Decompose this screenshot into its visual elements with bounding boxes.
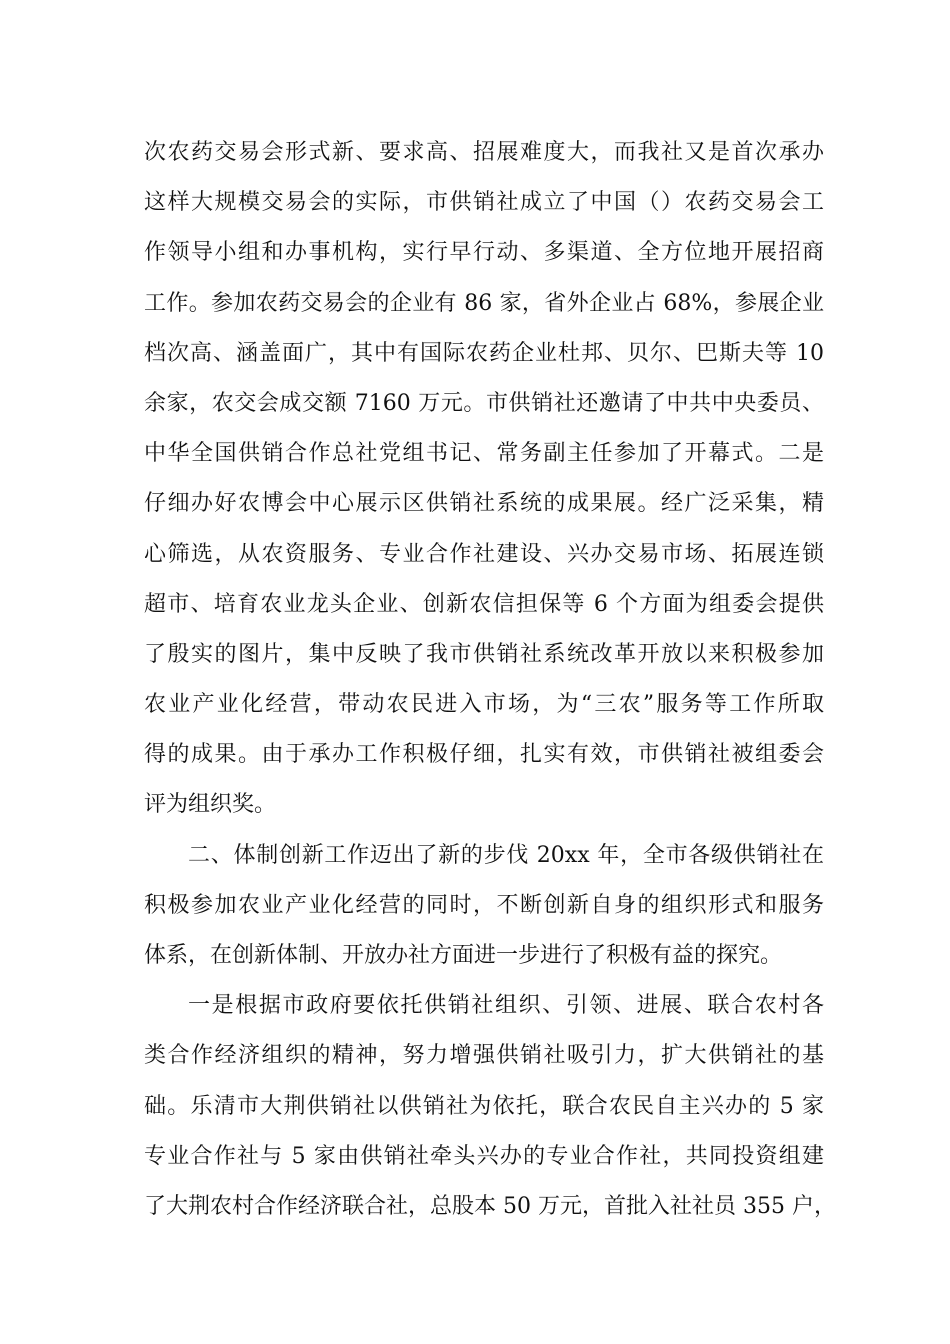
text-line: 得的成果。由于承办工作积极仔细，扎实有效，市供销社被组委会	[144, 742, 824, 768]
paragraph-1	[144, 128, 824, 831]
text-line: 次农药交易会形式新、要求高、招展难度大，而我社又是首次承办	[144, 140, 824, 165]
text-line: 工作。参加农药交易会的企业有 86 家，省外企业占 68%，参展企业	[144, 290, 824, 316]
paragraph-2	[144, 831, 824, 982]
text-line: 一是根据市政府要依托供销社组织、引领、进展、联合农村各	[188, 993, 824, 1019]
body-text	[144, 128, 836, 1232]
text-line: 体系，在创新体制、开放办社方面进一步进行了积极有益的探究。	[144, 943, 783, 968]
text-line: 心筛选，从农资服务、专业合作社建设、兴办交易市场、拓展连锁	[144, 541, 824, 567]
text-line: 超市、培育农业龙头企业、创新农信担保等 6 个方面为组委会提供	[144, 591, 824, 617]
text-line: 二、体制创新工作迈出了新的步伐 20xx 年，全市各级供销社在	[188, 842, 824, 868]
text-line: 类合作经济组织的精神，努力增强供销社吸引力，扩大供销社的基	[144, 1043, 824, 1069]
text-line: 余家，农交会成交额 7160 万元。市供销社还邀请了中共中央委员、	[144, 390, 824, 416]
text-line: 作领导小组和办事机构，实行早行动、多渠道、全方位地开展招商	[144, 240, 824, 266]
text-line: 了殷实的图片，集中反映了我市供销社系统改革开放以来积极参加	[144, 641, 824, 667]
text-line: 评为组织奖。	[144, 792, 277, 818]
text-line: 仔细办好农博会中心展示区供销社系统的成果展。经广泛采集，精	[144, 491, 824, 517]
text-line: 档次高、涵盖面广，其中有国际农药企业杜邦、贝尔、巴斯夫等 10	[144, 340, 824, 366]
text-line: 础。乐清市大荆供销社以供销社为依托，联合农民自主兴办的 5 家	[144, 1093, 824, 1119]
text-line: 这样大规模交易会的实际，市供销社成立了中国（）农药交易会工	[144, 190, 824, 216]
text-line: 了大荆农村合作经济联合社，总股本 50 万元，首批入社社员 355 户，	[144, 1193, 836, 1219]
text-line: 中华全国供销合作总社党组书记、常务副主任参加了开幕式。二是	[144, 441, 824, 467]
text-line: 专业合作社与 5 家由供销社牵头兴办的专业合作社，共同投资组建	[144, 1143, 824, 1169]
text-line: 积极参加农业产业化经营的同时，不断创新自身的组织形式和服务	[144, 892, 824, 918]
text-line: 农业产业化经营，带动农民进入市场，为“三农”服务等工作所取	[144, 692, 824, 718]
paragraph-3	[144, 981, 836, 1232]
